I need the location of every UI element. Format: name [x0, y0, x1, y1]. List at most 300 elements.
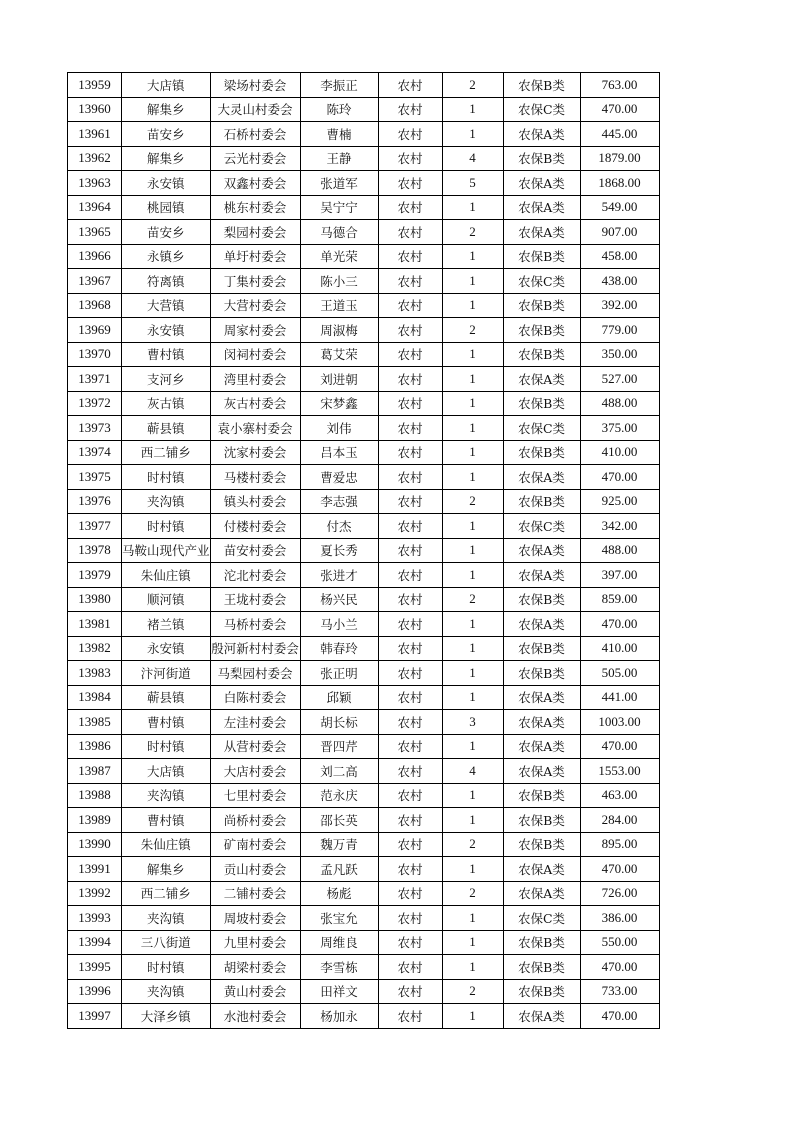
amount-text: 527.00 — [601, 370, 638, 386]
household-type-text: 农村 — [397, 347, 423, 363]
village-committee-cell — [210, 244, 300, 269]
record-id-cell — [68, 906, 122, 931]
person-name-cell — [300, 1004, 378, 1029]
insurance-category-cell — [503, 122, 580, 147]
person-name-cell — [300, 661, 378, 686]
record-id-text: 13968 — [78, 297, 111, 313]
record-id-cell — [68, 489, 122, 514]
table-row — [68, 416, 660, 441]
amount-text: 458.00 — [601, 248, 638, 264]
household-type-cell — [378, 146, 442, 171]
insurance-category-text: 农保B类 — [518, 812, 565, 828]
village-committee-cell — [210, 514, 300, 539]
household-type-text: 农村 — [397, 714, 423, 730]
insurance-category-text: 农保A类 — [518, 1008, 565, 1024]
insurance-category-text: 农保B类 — [518, 151, 565, 167]
person-name-cell — [300, 465, 378, 490]
record-id-text: 13986 — [78, 738, 111, 754]
insurance-category-text: 农保B类 — [518, 935, 565, 951]
amount-cell — [580, 734, 659, 759]
village-committee-cell — [210, 171, 300, 196]
record-id-text: 13989 — [78, 811, 111, 827]
amount-cell — [580, 318, 659, 343]
insurance-category-cell — [503, 563, 580, 588]
person-name-cell — [300, 906, 378, 931]
insurance-category-cell — [503, 808, 580, 833]
amount-text: 1003.00 — [598, 713, 641, 729]
amount-cell — [580, 685, 659, 710]
village-committee-cell — [210, 832, 300, 857]
household-type-cell — [378, 416, 442, 441]
person-name-cell — [300, 367, 378, 392]
record-id-text: 13974 — [78, 444, 111, 460]
household-type-text: 农村 — [397, 298, 423, 314]
insurance-category-text: 农保A类 — [518, 861, 565, 877]
household-type-cell — [378, 881, 442, 906]
household-type-cell — [378, 759, 442, 784]
table-row — [68, 514, 660, 539]
member-count-cell — [442, 220, 503, 245]
member-count-text: 1 — [469, 395, 476, 411]
town-text: 苗安乡 — [147, 126, 185, 142]
insurance-category-cell — [503, 416, 580, 441]
member-count-cell — [442, 342, 503, 367]
village-committee-cell — [210, 416, 300, 441]
subsidy-table — [67, 72, 660, 1029]
village-committee-cell — [210, 930, 300, 955]
amount-text: 438.00 — [601, 272, 638, 288]
household-type-cell — [378, 440, 442, 465]
member-count-cell — [442, 906, 503, 931]
town-text: 桃园镇 — [147, 200, 185, 216]
amount-text: 392.00 — [601, 297, 638, 313]
member-count-text: 2 — [469, 321, 476, 337]
household-type-text: 农村 — [397, 886, 423, 902]
town-text: 朱仙庄镇 — [140, 567, 191, 583]
town-text: 永镇乡 — [147, 249, 185, 265]
insurance-category-cell — [503, 514, 580, 539]
town-cell — [122, 220, 211, 245]
household-type-text: 农村 — [397, 151, 423, 167]
member-count-cell — [442, 171, 503, 196]
table-row — [68, 220, 660, 245]
insurance-category-cell — [503, 244, 580, 269]
household-type-cell — [378, 587, 442, 612]
amount-text: 549.00 — [601, 199, 638, 215]
household-type-cell — [378, 832, 442, 857]
amount-cell — [580, 1004, 659, 1029]
table-row — [68, 293, 660, 318]
town-cell — [122, 563, 211, 588]
town-text: 夹沟镇 — [147, 984, 185, 1000]
village-committee-text: 梁场村委会 — [223, 77, 287, 93]
table-row — [68, 636, 660, 661]
insurance-category-text: 农保A类 — [518, 567, 565, 583]
village-committee-cell — [210, 318, 300, 343]
record-id-cell — [68, 195, 122, 220]
member-count-text: 2 — [469, 983, 476, 999]
person-name-text: 张道军 — [320, 175, 358, 191]
village-committee-cell — [210, 122, 300, 147]
amount-cell — [580, 465, 659, 490]
town-cell — [122, 146, 211, 171]
person-name-text: 马小兰 — [320, 616, 358, 632]
table-row — [68, 759, 660, 784]
amount-cell — [580, 906, 659, 931]
town-cell — [122, 440, 211, 465]
member-count-cell — [442, 416, 503, 441]
member-count-text: 1 — [469, 346, 476, 362]
record-id-text: 13960 — [78, 101, 111, 117]
member-count-cell — [442, 636, 503, 661]
record-id-cell — [68, 465, 122, 490]
table-row — [68, 342, 660, 367]
household-type-cell — [378, 808, 442, 833]
household-type-text: 农村 — [397, 690, 423, 706]
record-id-text: 13982 — [78, 640, 111, 656]
amount-cell — [580, 195, 659, 220]
person-name-cell — [300, 440, 378, 465]
household-type-cell — [378, 122, 442, 147]
person-name-cell — [300, 832, 378, 857]
town-cell — [122, 367, 211, 392]
amount-text: 1553.00 — [598, 762, 641, 778]
amount-text: 470.00 — [601, 958, 638, 974]
amount-text: 410.00 — [601, 444, 638, 460]
town-text: 曹村镇 — [147, 714, 185, 730]
record-id-cell — [68, 318, 122, 343]
village-committee-text: 大灵山村委会 — [217, 102, 293, 118]
record-id-text: 13959 — [78, 76, 111, 92]
village-committee-text: 苗安村委会 — [223, 543, 287, 559]
member-count-text: 1 — [469, 444, 476, 460]
member-count-text: 1 — [469, 640, 476, 656]
household-type-cell — [378, 734, 442, 759]
town-cell — [122, 293, 211, 318]
town-cell — [122, 612, 211, 637]
member-count-text: 4 — [469, 150, 476, 166]
record-id-cell — [68, 832, 122, 857]
record-id-text: 13975 — [78, 468, 111, 484]
town-cell — [122, 906, 211, 931]
person-name-cell — [300, 538, 378, 563]
record-id-text: 13961 — [78, 125, 111, 141]
town-text: 灰古镇 — [147, 396, 185, 412]
amount-cell — [580, 759, 659, 784]
amount-cell — [580, 122, 659, 147]
member-count-text: 1 — [469, 542, 476, 558]
town-cell — [122, 734, 211, 759]
amount-cell — [580, 244, 659, 269]
record-id-text: 13984 — [78, 689, 111, 705]
person-name-text: 周维良 — [320, 935, 358, 951]
household-type-cell — [378, 857, 442, 882]
member-count-text: 1 — [469, 689, 476, 705]
amount-cell — [580, 587, 659, 612]
table-row — [68, 1004, 660, 1029]
village-committee-cell — [210, 881, 300, 906]
amount-cell — [580, 612, 659, 637]
person-name-text: 魏万青 — [320, 837, 358, 853]
town-text: 顺河镇 — [147, 592, 185, 608]
village-committee-text: 湾里村委会 — [223, 371, 287, 387]
town-text: 朱仙庄镇 — [140, 837, 191, 853]
table-row — [68, 906, 660, 931]
record-id-text: 13978 — [78, 542, 111, 558]
record-id-text: 13962 — [78, 150, 111, 166]
village-committee-cell — [210, 391, 300, 416]
town-text: 马鞍山现代产业 — [122, 543, 210, 559]
village-committee-text: 闵祠村委会 — [223, 347, 287, 363]
village-committee-cell — [210, 367, 300, 392]
insurance-category-cell — [503, 906, 580, 931]
household-type-text: 农村 — [397, 175, 423, 191]
town-cell — [122, 636, 211, 661]
household-type-text: 农村 — [397, 543, 423, 559]
household-type-text: 农村 — [397, 641, 423, 657]
insurance-category-text: 农保A类 — [518, 690, 565, 706]
person-name-text: 马德合 — [320, 224, 358, 240]
record-id-text: 13963 — [78, 174, 111, 190]
amount-text: 470.00 — [601, 738, 638, 754]
record-id-cell — [68, 955, 122, 980]
insurance-category-text: 农保C类 — [517, 273, 566, 289]
village-committee-text: 九里村委会 — [223, 935, 287, 951]
town-cell — [122, 955, 211, 980]
amount-cell — [580, 489, 659, 514]
record-id-text: 13976 — [78, 493, 111, 509]
person-name-cell — [300, 269, 378, 294]
person-name-cell — [300, 734, 378, 759]
household-type-cell — [378, 195, 442, 220]
insurance-category-text: 农保A类 — [518, 126, 565, 142]
town-cell — [122, 244, 211, 269]
member-count-cell — [442, 685, 503, 710]
village-committee-text: 大店村委会 — [223, 763, 287, 779]
amount-text: 284.00 — [601, 811, 638, 827]
town-text: 符离镇 — [147, 273, 185, 289]
amount-text: 441.00 — [601, 689, 638, 705]
record-id-text: 13965 — [78, 223, 111, 239]
village-committee-cell — [210, 489, 300, 514]
amount-cell — [580, 171, 659, 196]
town-text: 永安镇 — [147, 641, 185, 657]
member-count-cell — [442, 367, 503, 392]
insurance-category-cell — [503, 979, 580, 1004]
amount-cell — [580, 146, 659, 171]
table-row — [68, 563, 660, 588]
member-count-cell — [442, 269, 503, 294]
record-id-cell — [68, 367, 122, 392]
record-id-cell — [68, 563, 122, 588]
insurance-category-cell — [503, 97, 580, 122]
person-name-cell — [300, 710, 378, 735]
insurance-category-text: 农保B类 — [518, 984, 565, 1000]
amount-text: 463.00 — [601, 787, 638, 803]
household-type-cell — [378, 171, 442, 196]
amount-text: 375.00 — [601, 419, 638, 435]
table-row — [68, 734, 660, 759]
amount-cell — [580, 563, 659, 588]
insurance-category-cell — [503, 636, 580, 661]
amount-text: 350.00 — [601, 346, 638, 362]
member-count-text: 2 — [469, 591, 476, 607]
table-row — [68, 955, 660, 980]
person-name-cell — [300, 391, 378, 416]
record-id-text: 13964 — [78, 199, 111, 215]
town-text: 时村镇 — [147, 518, 185, 534]
town-text: 夹沟镇 — [147, 494, 185, 510]
insurance-category-text: 农保A类 — [518, 763, 565, 779]
household-type-cell — [378, 244, 442, 269]
record-id-cell — [68, 881, 122, 906]
insurance-category-cell — [503, 587, 580, 612]
person-name-text: 王道玉 — [320, 298, 358, 314]
household-type-text: 农村 — [397, 224, 423, 240]
record-id-cell — [68, 293, 122, 318]
person-name-text: 邱颖 — [326, 690, 352, 706]
town-cell — [122, 318, 211, 343]
record-id-text: 13969 — [78, 321, 111, 337]
village-committee-cell — [210, 710, 300, 735]
village-committee-text: 马楼村委会 — [223, 469, 287, 485]
insurance-category-cell — [503, 538, 580, 563]
insurance-category-cell — [503, 759, 580, 784]
village-committee-cell — [210, 195, 300, 220]
record-id-cell — [68, 73, 122, 98]
household-type-cell — [378, 293, 442, 318]
person-name-cell — [300, 587, 378, 612]
town-cell — [122, 759, 211, 784]
amount-text: 733.00 — [601, 983, 638, 999]
amount-cell — [580, 783, 659, 808]
insurance-category-text: 农保B类 — [518, 837, 565, 853]
amount-text: 859.00 — [601, 591, 638, 607]
record-id-text: 13979 — [78, 566, 111, 582]
record-id-text: 13983 — [78, 664, 111, 680]
insurance-category-cell — [503, 318, 580, 343]
town-text: 时村镇 — [147, 469, 185, 485]
town-cell — [122, 661, 211, 686]
record-id-text: 13994 — [78, 934, 111, 950]
record-id-cell — [68, 857, 122, 882]
village-committee-text: 石桥村委会 — [223, 126, 287, 142]
town-cell — [122, 514, 211, 539]
member-count-text: 1 — [469, 199, 476, 215]
town-cell — [122, 269, 211, 294]
person-name-cell — [300, 318, 378, 343]
member-count-cell — [442, 612, 503, 637]
insurance-category-cell — [503, 171, 580, 196]
person-name-text: 张宝允 — [320, 910, 358, 926]
table-row — [68, 612, 660, 637]
village-committee-cell — [210, 465, 300, 490]
record-id-text: 13970 — [78, 346, 111, 362]
member-count-text: 1 — [469, 297, 476, 313]
member-count-text: 2 — [469, 493, 476, 509]
insurance-category-cell — [503, 930, 580, 955]
member-count-text: 1 — [469, 934, 476, 950]
town-text: 时村镇 — [147, 959, 185, 975]
village-committee-text: 镇头村委会 — [223, 494, 287, 510]
member-count-cell — [442, 538, 503, 563]
household-type-text: 农村 — [397, 861, 423, 877]
record-id-text: 13991 — [78, 860, 111, 876]
record-id-cell — [68, 661, 122, 686]
village-committee-text: 黄山村委会 — [223, 984, 287, 1000]
village-committee-text: 白陈村委会 — [223, 690, 287, 706]
village-committee-cell — [210, 97, 300, 122]
record-id-text: 13996 — [78, 983, 111, 999]
amount-text: 470.00 — [601, 101, 638, 117]
record-id-text: 13967 — [78, 272, 111, 288]
household-type-text: 农村 — [397, 592, 423, 608]
village-committee-text: 周家村委会 — [223, 322, 287, 338]
household-type-cell — [378, 367, 442, 392]
person-name-text: 周淑梅 — [320, 322, 358, 338]
household-type-cell — [378, 563, 442, 588]
member-count-cell — [442, 759, 503, 784]
member-count-cell — [442, 318, 503, 343]
insurance-category-text: 农保B类 — [518, 347, 565, 363]
amount-text: 470.00 — [601, 615, 638, 631]
insurance-category-cell — [503, 195, 580, 220]
insurance-category-cell — [503, 955, 580, 980]
village-committee-cell — [210, 73, 300, 98]
amount-cell — [580, 955, 659, 980]
town-text: 大泽乡镇 — [140, 1008, 191, 1024]
town-text: 永安镇 — [147, 322, 185, 338]
amount-cell — [580, 367, 659, 392]
member-count-text: 1 — [469, 370, 476, 386]
record-id-cell — [68, 808, 122, 833]
household-type-text: 农村 — [397, 567, 423, 583]
insurance-category-text: 农保B类 — [518, 959, 565, 975]
record-id-text: 13987 — [78, 762, 111, 778]
record-id-cell — [68, 146, 122, 171]
record-id-cell — [68, 171, 122, 196]
person-name-cell — [300, 416, 378, 441]
household-type-cell — [378, 783, 442, 808]
town-text: 大店镇 — [147, 77, 185, 93]
village-committee-text: 二铺村委会 — [223, 886, 287, 902]
household-type-text: 农村 — [397, 494, 423, 510]
town-cell — [122, 930, 211, 955]
person-name-text: 王静 — [326, 151, 352, 167]
table-row — [68, 465, 660, 490]
member-count-text: 1 — [469, 664, 476, 680]
amount-cell — [580, 661, 659, 686]
town-text: 永安镇 — [147, 175, 185, 191]
table-row — [68, 244, 660, 269]
person-name-text: 陈小三 — [320, 273, 358, 289]
village-committee-text: 贡山村委会 — [223, 861, 287, 877]
village-committee-text: 丁集村委会 — [223, 273, 287, 289]
amount-cell — [580, 832, 659, 857]
member-count-text: 3 — [469, 713, 476, 729]
record-id-text: 13966 — [78, 248, 111, 264]
village-committee-cell — [210, 783, 300, 808]
town-text: 蕲县镇 — [147, 420, 185, 436]
record-id-text: 13993 — [78, 909, 111, 925]
table-row — [68, 195, 660, 220]
member-count-cell — [442, 661, 503, 686]
table-row — [68, 97, 660, 122]
person-name-cell — [300, 881, 378, 906]
insurance-category-cell — [503, 685, 580, 710]
insurance-category-text: 农保A类 — [518, 616, 565, 632]
record-id-text: 13977 — [78, 517, 111, 533]
